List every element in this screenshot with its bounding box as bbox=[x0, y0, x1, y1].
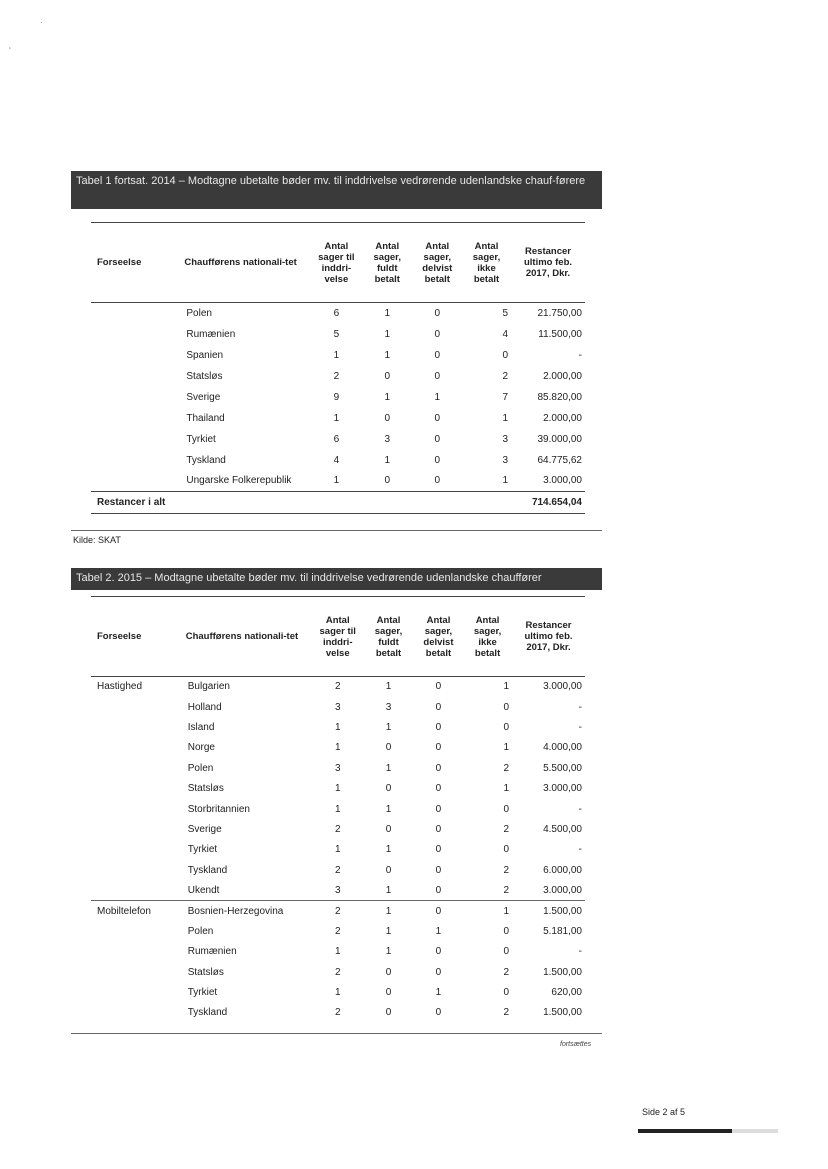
table-row bbox=[91, 840, 585, 860]
nationality-cell: Thailand bbox=[186, 412, 225, 424]
nationality-cell: Rumænien bbox=[187, 946, 237, 958]
table-row bbox=[91, 345, 585, 366]
sager-cell: 1 bbox=[334, 946, 341, 958]
header-fuldt: Antal sager, fuldt betalt bbox=[363, 597, 414, 677]
restance-cell: 5.181,00 bbox=[543, 925, 582, 937]
fuldt-cell: 1 bbox=[385, 884, 392, 896]
continued-note: fortsættes bbox=[560, 1041, 592, 1048]
category-cell bbox=[91, 840, 184, 860]
fuldt-cell: 0 bbox=[385, 783, 392, 795]
restance-cell: 4.500,00 bbox=[543, 823, 582, 835]
nationality-cell: Sverige bbox=[187, 823, 222, 835]
ikke-cell: 0 bbox=[503, 721, 510, 733]
sager-cell: 2 bbox=[334, 966, 341, 978]
delvist-cell: 0 bbox=[435, 1007, 442, 1019]
sager-cell: 1 bbox=[334, 783, 341, 795]
table-row bbox=[91, 450, 585, 471]
restance-cell: 620,00 bbox=[551, 987, 582, 999]
fuldt-cell: 0 bbox=[385, 823, 392, 835]
delvist-cell: 0 bbox=[435, 884, 442, 896]
nationality-cell: Tyskland bbox=[186, 454, 226, 466]
nationality-cell: Norge bbox=[187, 742, 215, 754]
table-row bbox=[91, 799, 585, 819]
nationality-cell: Bosnien-Herzegovina bbox=[184, 901, 313, 921]
ikke-cell: 4 bbox=[502, 328, 508, 340]
restance-cell: 5.500,00 bbox=[543, 762, 582, 774]
ikke-cell: 5 bbox=[502, 307, 508, 319]
header-forseelse: Forseelse bbox=[91, 223, 182, 303]
nationality-cell: Sverige bbox=[186, 391, 221, 403]
header-restancer: Restancer ultimo feb. 2017, Dkr. bbox=[512, 597, 585, 677]
ikke-cell: 3 bbox=[502, 454, 508, 466]
table-row bbox=[91, 429, 585, 450]
table-row bbox=[91, 387, 585, 408]
restance-cell: 3.000,00 bbox=[543, 783, 582, 795]
category-cell bbox=[91, 366, 182, 387]
sager-cell: 5 bbox=[333, 328, 340, 340]
fuldt-cell: 0 bbox=[385, 864, 392, 876]
fuldt-cell: 1 bbox=[385, 762, 392, 774]
sager-cell: 2 bbox=[334, 823, 341, 835]
restance-cell: 11.500,00 bbox=[538, 328, 582, 340]
category-cell bbox=[91, 717, 184, 737]
ikke-cell: 1 bbox=[502, 412, 508, 424]
fuldt-cell: 1 bbox=[384, 454, 391, 466]
restance-cell: - bbox=[578, 721, 582, 733]
fuldt-cell: 0 bbox=[384, 370, 391, 382]
ikke-cell: 0 bbox=[503, 803, 510, 815]
header-forseelse: Forseelse bbox=[91, 597, 184, 677]
ikke-cell: 0 bbox=[503, 701, 510, 713]
header-antal-sager: Antal sager til inddri-velse bbox=[312, 597, 363, 677]
ikke-cell: 0 bbox=[503, 844, 510, 856]
table-row bbox=[91, 303, 585, 324]
category-cell bbox=[91, 778, 184, 798]
category-cell: Mobiltelefon bbox=[91, 901, 184, 921]
restance-cell: 2.000,00 bbox=[543, 370, 582, 382]
nationality-cell: Bulgarien bbox=[187, 681, 230, 693]
fuldt-cell: 1 bbox=[385, 925, 392, 937]
nationality-cell: Holland bbox=[187, 701, 222, 713]
table-row bbox=[91, 324, 585, 345]
fuldt-cell: 0 bbox=[385, 1007, 392, 1019]
nationality-cell: Spanien bbox=[186, 349, 224, 361]
fuldt-cell: 1 bbox=[385, 844, 392, 856]
category-cell bbox=[91, 758, 184, 778]
fuldt-cell: 3 bbox=[384, 433, 391, 445]
restance-cell: 3.000,00 bbox=[543, 475, 582, 487]
delvist-cell: 0 bbox=[434, 433, 441, 445]
sager-cell: 4 bbox=[333, 454, 340, 466]
restance-cell: 1.500,00 bbox=[543, 966, 582, 978]
ikke-cell: 0 bbox=[503, 987, 510, 999]
delvist-cell: 0 bbox=[435, 823, 442, 835]
header-antal-sager: Antal sager til inddri-velse bbox=[311, 223, 362, 303]
sager-cell: 1 bbox=[334, 844, 341, 856]
nationality-cell: Statsløs bbox=[187, 966, 224, 978]
delvist-cell: 0 bbox=[435, 966, 442, 978]
ikke-cell: 2 bbox=[503, 1007, 510, 1019]
table2 bbox=[91, 596, 585, 1023]
sager-cell: 1 bbox=[334, 742, 341, 754]
restance-cell: 21.750,00 bbox=[537, 307, 582, 319]
restance-cell: 2.000,00 bbox=[543, 412, 582, 424]
sager-cell: 2 bbox=[312, 901, 363, 921]
page-number: Side 2 af 5 bbox=[642, 1107, 686, 1117]
table-row bbox=[91, 880, 585, 900]
restance-cell: 39.000,00 bbox=[537, 433, 582, 445]
fuldt-cell: 0 bbox=[385, 742, 392, 754]
fuldt-cell: 1 bbox=[384, 328, 391, 340]
restance-cell: - bbox=[578, 844, 582, 856]
fuldt-cell: 0 bbox=[384, 475, 391, 487]
category-cell bbox=[91, 387, 182, 408]
ikke-cell: 0 bbox=[503, 946, 510, 958]
fuldt-cell: 1 bbox=[363, 901, 414, 921]
delvist-cell: 0 bbox=[435, 864, 442, 876]
fuldt-cell: 1 bbox=[384, 391, 391, 403]
delvist-cell: 0 bbox=[435, 803, 442, 815]
table2-bottom-rule bbox=[71, 1033, 602, 1034]
table-row bbox=[91, 901, 585, 921]
restance-cell: 6.000,00 bbox=[543, 864, 582, 876]
restance-cell: 3.000,00 bbox=[543, 681, 582, 693]
sager-cell: 2 bbox=[334, 681, 341, 693]
ikke-cell: 2 bbox=[503, 762, 510, 774]
table-row bbox=[91, 697, 585, 717]
category-cell bbox=[91, 880, 184, 900]
delvist-cell: 0 bbox=[435, 762, 442, 774]
sager-cell: 6 bbox=[333, 433, 340, 445]
nationality-cell: Polen bbox=[186, 307, 212, 319]
sager-cell: 9 bbox=[333, 391, 340, 403]
footer-bar-light bbox=[732, 1129, 778, 1133]
ikke-cell: 1 bbox=[502, 475, 508, 487]
delvist-cell: 0 bbox=[434, 307, 441, 319]
table-row bbox=[91, 738, 585, 758]
category-cell bbox=[91, 799, 184, 819]
restance-cell: 1.500,00 bbox=[543, 1007, 582, 1019]
nationality-cell: Ukendt bbox=[187, 884, 220, 896]
fuldt-cell: 1 bbox=[385, 721, 392, 733]
table1-bottom-rule bbox=[71, 530, 602, 531]
fuldt-cell: 0 bbox=[385, 987, 392, 999]
nationality-cell: Tyrkiet bbox=[187, 987, 218, 999]
delvist-cell: 0 bbox=[435, 844, 442, 856]
nationality-cell: Statsløs bbox=[187, 783, 224, 795]
sager-cell: 3 bbox=[334, 701, 341, 713]
sager-cell: 2 bbox=[334, 1007, 341, 1019]
fuldt-cell: 1 bbox=[385, 681, 392, 693]
category-cell bbox=[91, 962, 184, 982]
table-row bbox=[91, 921, 585, 941]
category-cell bbox=[91, 982, 184, 1002]
nationality-cell: Ungarske Folkerepublik bbox=[186, 475, 292, 487]
sager-cell: 1 bbox=[334, 803, 341, 815]
sager-cell: 2 bbox=[334, 925, 341, 937]
table-row bbox=[91, 758, 585, 778]
delvist-cell: 0 bbox=[434, 454, 441, 466]
table-row bbox=[91, 982, 585, 1002]
ikke-cell: 2 bbox=[503, 966, 510, 978]
restance-cell: - bbox=[578, 349, 582, 361]
restance-cell: 4.000,00 bbox=[543, 742, 582, 754]
table1 bbox=[91, 222, 585, 514]
category-cell bbox=[91, 819, 184, 839]
ikke-cell: 2 bbox=[503, 864, 510, 876]
table1-title: Tabel 1 fortsat. 2014 – Modtagne ubetalte bøder mv. til inddrivelse vedrørende udenlandske chauf-førere bbox=[71, 171, 602, 209]
table-row bbox=[91, 471, 585, 492]
table-row bbox=[91, 677, 585, 697]
ikke-cell: 1 bbox=[503, 681, 510, 693]
fuldt-cell: 3 bbox=[385, 701, 392, 713]
delvist-cell: 1 bbox=[435, 925, 442, 937]
nationality-cell: Tyskland bbox=[187, 1007, 228, 1019]
table-row bbox=[91, 942, 585, 962]
delvist-cell: 0 bbox=[414, 901, 463, 921]
sager-cell: 3 bbox=[334, 762, 341, 774]
category-cell bbox=[91, 1003, 184, 1023]
delvist-cell: 0 bbox=[434, 328, 441, 340]
footer-bar bbox=[638, 1129, 732, 1133]
total-value: 714.654,04 bbox=[511, 492, 585, 514]
table-row bbox=[91, 962, 585, 982]
fuldt-cell: 1 bbox=[385, 803, 392, 815]
sager-cell: 1 bbox=[334, 721, 341, 733]
restance-cell: - bbox=[578, 803, 582, 815]
ikke-cell: 3 bbox=[502, 433, 508, 445]
delvist-cell: 0 bbox=[435, 681, 442, 693]
delvist-cell: 0 bbox=[435, 783, 442, 795]
sager-cell: 3 bbox=[334, 884, 341, 896]
category-cell: Hastighed bbox=[97, 681, 143, 693]
category-cell bbox=[91, 738, 184, 758]
nationality-cell: Island bbox=[187, 721, 215, 733]
nationality-cell: Rumænien bbox=[186, 328, 236, 340]
delvist-cell: 0 bbox=[434, 349, 441, 361]
ikke-cell: 1 bbox=[463, 901, 512, 921]
delvist-cell: 0 bbox=[435, 721, 442, 733]
header-restancer: Restancer ultimo feb. 2017, Dkr. bbox=[511, 223, 585, 303]
fuldt-cell: 1 bbox=[384, 307, 391, 319]
sager-cell: 2 bbox=[333, 370, 340, 382]
restance-cell: 3.000,00 bbox=[543, 884, 582, 896]
category-cell bbox=[91, 921, 184, 941]
sager-cell: 1 bbox=[334, 987, 341, 999]
header-delvist: Antal sager, delvist betalt bbox=[413, 223, 462, 303]
nationality-cell: Statsløs bbox=[186, 370, 223, 382]
fuldt-cell: 1 bbox=[385, 946, 392, 958]
table2-title: Tabel 2. 2015 – Modtagne ubetalte bøder mv. til inddrivelse vedrørende udenlandske chauffører bbox=[71, 568, 602, 590]
nationality-cell: Polen bbox=[187, 925, 214, 937]
category-cell bbox=[91, 697, 184, 717]
restance-cell: 1.500,00 bbox=[512, 901, 585, 921]
category-cell bbox=[91, 429, 182, 450]
category-cell bbox=[91, 450, 182, 471]
sager-cell: 1 bbox=[333, 349, 340, 361]
table-row bbox=[91, 860, 585, 880]
nationality-cell: Tyrkiet bbox=[187, 844, 218, 856]
sager-cell: 2 bbox=[334, 864, 341, 876]
delvist-cell: 0 bbox=[434, 370, 441, 382]
category-cell bbox=[91, 303, 182, 324]
delvist-cell: 1 bbox=[434, 391, 441, 403]
fuldt-cell: 0 bbox=[384, 412, 391, 424]
ikke-cell: 2 bbox=[503, 884, 510, 896]
ikke-cell: 1 bbox=[503, 783, 510, 795]
ikke-cell: 2 bbox=[502, 370, 508, 382]
header-ikke: Antal sager, ikke betalt bbox=[463, 597, 512, 677]
ikke-cell: 2 bbox=[503, 823, 510, 835]
delvist-cell: 0 bbox=[435, 701, 442, 713]
category-cell bbox=[91, 345, 182, 366]
table-row bbox=[91, 366, 585, 387]
delvist-cell: 1 bbox=[435, 987, 442, 999]
fuldt-cell: 1 bbox=[384, 349, 391, 361]
sager-cell: 6 bbox=[333, 307, 340, 319]
scan-speck: ‘ bbox=[9, 46, 11, 55]
restance-cell: 64.775,62 bbox=[537, 454, 582, 466]
delvist-cell: 0 bbox=[434, 475, 441, 487]
nationality-cell: Polen bbox=[187, 762, 214, 774]
category-cell bbox=[91, 471, 182, 492]
category-cell bbox=[91, 860, 184, 880]
delvist-cell: 0 bbox=[435, 946, 442, 958]
ikke-cell: 1 bbox=[503, 742, 510, 754]
delvist-cell: 0 bbox=[434, 412, 441, 424]
nationality-cell: Storbritannien bbox=[187, 803, 250, 815]
total-label: Restancer i alt bbox=[91, 492, 311, 514]
restance-cell: - bbox=[578, 946, 582, 958]
table-row bbox=[91, 717, 585, 737]
scan-speck: · bbox=[40, 18, 43, 27]
ikke-cell: 0 bbox=[503, 925, 510, 937]
header-fuldt: Antal sager, fuldt betalt bbox=[362, 223, 413, 303]
sager-cell: 1 bbox=[333, 475, 340, 487]
header-ikke: Antal sager, ikke betalt bbox=[462, 223, 511, 303]
ikke-cell: 0 bbox=[502, 349, 508, 361]
header-delvist: Antal sager, delvist betalt bbox=[414, 597, 463, 677]
delvist-cell: 0 bbox=[435, 742, 442, 754]
header-nationalitet: Chaufførens nationali-tet bbox=[182, 223, 310, 303]
category-cell bbox=[91, 324, 182, 345]
table-row bbox=[91, 408, 585, 429]
restance-cell: - bbox=[578, 701, 582, 713]
ikke-cell: 7 bbox=[502, 391, 508, 403]
category-cell bbox=[91, 942, 184, 962]
sager-cell: 1 bbox=[333, 412, 340, 424]
nationality-cell: Tyrkiet bbox=[186, 433, 216, 445]
source-note: Kilde: SKAT bbox=[73, 535, 121, 545]
restance-cell: 85.820,00 bbox=[537, 391, 582, 403]
table-row bbox=[91, 819, 585, 839]
header-nationalitet: Chaufførens nationali-tet bbox=[184, 597, 313, 677]
table-row bbox=[91, 778, 585, 798]
category-cell bbox=[91, 408, 182, 429]
fuldt-cell: 0 bbox=[385, 966, 392, 978]
nationality-cell: Tyskland bbox=[187, 864, 228, 876]
table-row bbox=[91, 1003, 585, 1023]
